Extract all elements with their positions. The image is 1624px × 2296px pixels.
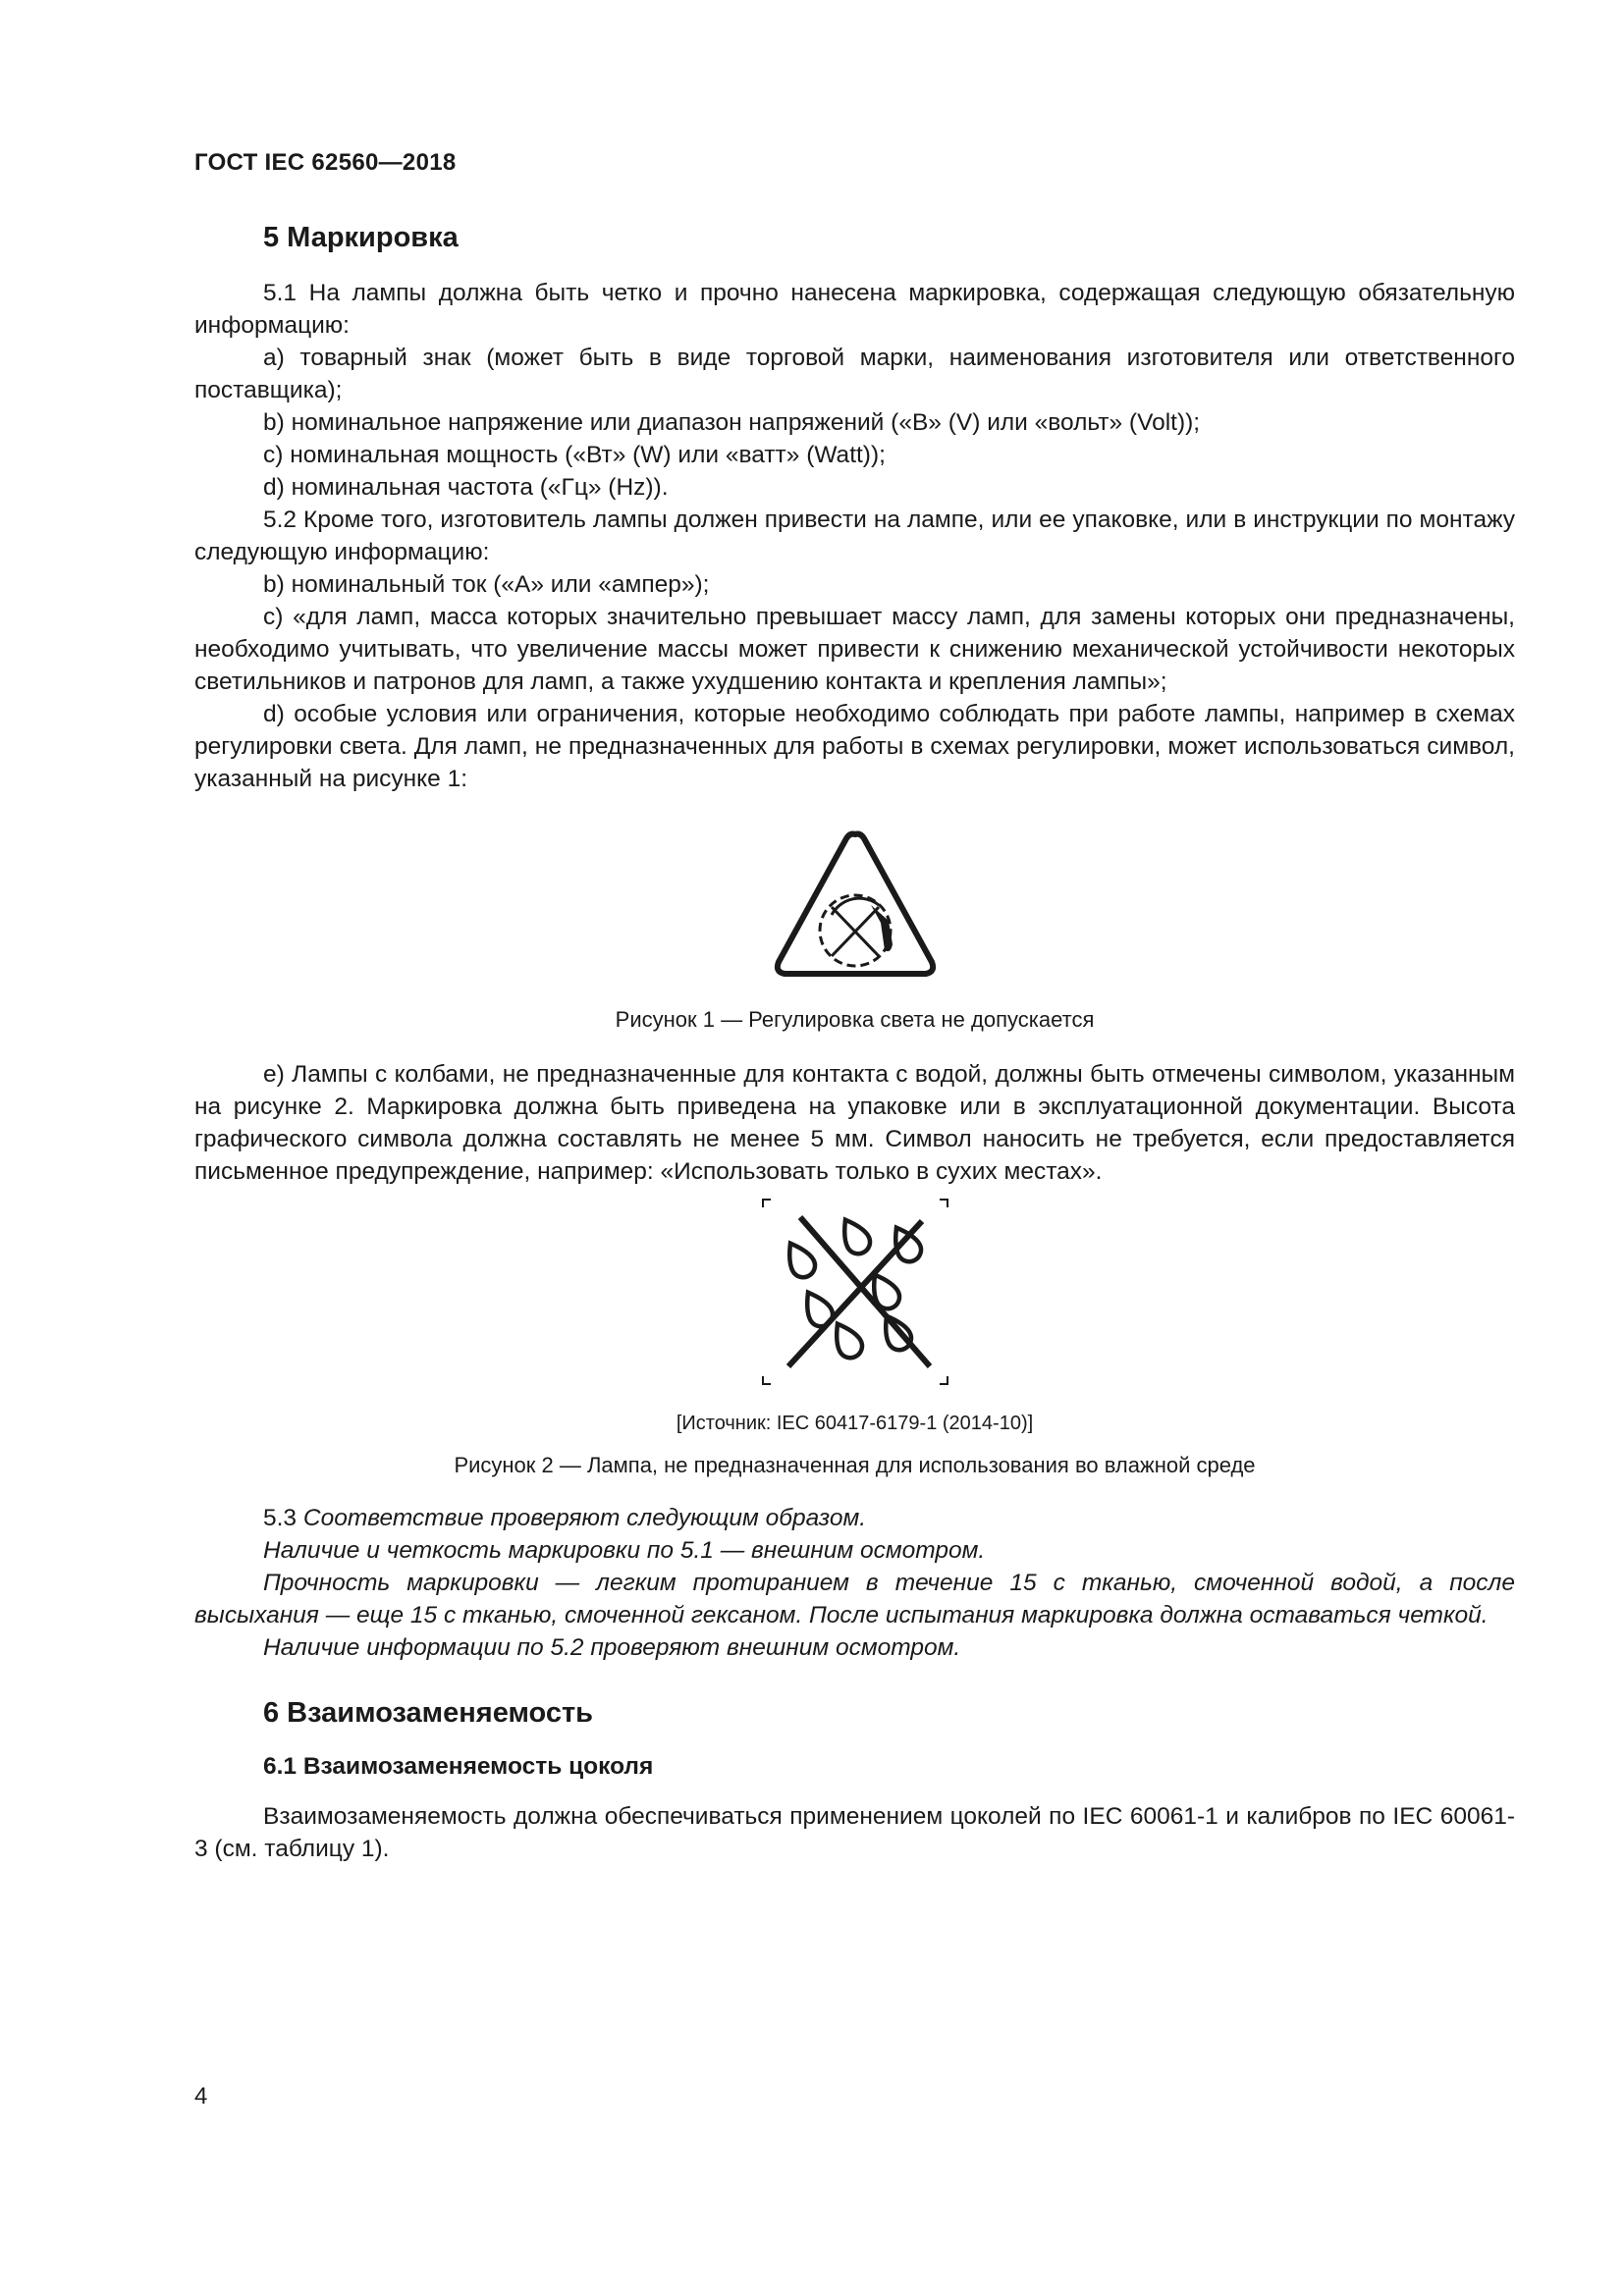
paragraph-5-1-d: d) номинальная частота («Гц» (Hz)). xyxy=(263,474,669,501)
paragraph-5-2-c: c) «для ламп, масса которых значительно превышает массу ламп, для замены которых они предназначены, необходимо учитывать, что увеличение массы может привести к снижению механической устойчивости некоторых светильников и патронов для ламп, а также ухудшению контакта и крепления лампы»; xyxy=(194,604,1515,695)
paragraph-5-1-a: a) товарный знак (может быть в виде торговой марки, наименования изготовителя или ответственного поставщика); xyxy=(194,345,1515,403)
figure-2-source: [Источник: IEC 60417-6179-1 (2014-10)] xyxy=(676,1413,1034,1434)
paragraph-5-3-1: Наличие и четкость маркировки по 5.1 — внешним осмотром. xyxy=(263,1537,986,1564)
figure-2-caption: Рисунок 2 — Лампа, не предназначенная для использования во влажной среде xyxy=(454,1453,1256,1477)
paragraph-5-1-c: c) номинальная мощность («Вт» (W) или «ватт» (Watt)); xyxy=(263,442,886,468)
paragraph-5-3-number: 5.3 xyxy=(263,1505,303,1531)
section-6-title: 6 Взаимозаменяемость xyxy=(263,1697,594,1729)
figure-1 xyxy=(194,825,1515,1035)
paragraph-5-2-d: d) особые условия или ограничения, которые необходимо соблюдать при работе лампы, например в схемах регулировки света. Для ламп, не предназначенных для работы в схемах регулировки, может использоваться символ, указанный на рисунке 1: xyxy=(194,701,1515,792)
page-number: 4 xyxy=(194,2083,208,2109)
section-6-1-title: 6.1 Взаимозаменяемость цоколя xyxy=(263,1753,654,1780)
document-header: ГОСТ IEC 62560—2018 xyxy=(194,149,457,176)
paragraph-5-3-2: Прочность маркировки — легким протиранием в течение 15 с тканью, смоченной водой, а после высыхания — еще 15 с тканью, смоченной гексаном. После испытания маркировка должна оставаться четкой. xyxy=(194,1570,1515,1629)
paragraph-6-1: Взаимозаменяемость должна обеспечиваться применением цоколей по IEC 60061-1 и калибров по IEC 60061-3 (см. таблицу 1). xyxy=(194,1803,1515,1862)
page-content xyxy=(194,218,1515,1865)
paragraph-5-3-3: Наличие информации по 5.2 проверяют внешним осмотром. xyxy=(263,1634,961,1661)
paragraph-5-2-e: e) Лампы с колбами, не предназначенные для контакта с водой, должны быть отмечены символом, указанным на рисунке 2. Маркировка должна быть приведена на упаковке или в эксплуатационной документации. Высота графического символа должна составлять не менее 5 мм. Символ наносить не требуется, если предоставляется письменное предупреждение, например: «Использовать только в сухих местах». xyxy=(194,1061,1515,1185)
paragraph-5-3-text: Соответствие проверяют следующим образом. xyxy=(302,1505,867,1531)
section-5-title: 5 Маркировка xyxy=(263,222,459,253)
paragraph-5-2: 5.2 Кроме того, изготовитель лампы должен привести на лампе, или ее упаковке, или в инструкции по монтажу следующую информацию: xyxy=(194,507,1515,565)
paragraph-5-2-b: b) номинальный ток («А» или «ампер»); xyxy=(263,571,710,598)
figure-1-caption: Рисунок 1 — Регулировка света не допускается xyxy=(615,1007,1095,1032)
paragraph-5-3 xyxy=(194,1502,1515,1534)
paragraph-5-1-b: b) номинальное напряжение или диапазон напряжений («В» (V) или «вольт» (Volt)); xyxy=(263,409,1201,436)
no-wet-location-icon xyxy=(757,1194,953,1390)
no-dimming-icon xyxy=(767,825,944,991)
figure-2 xyxy=(194,1194,1515,1480)
paragraph-5-1: 5.1 На лампы должна быть четко и прочно нанесена маркировка, содержащая следующую обязательную информацию: xyxy=(194,280,1515,339)
